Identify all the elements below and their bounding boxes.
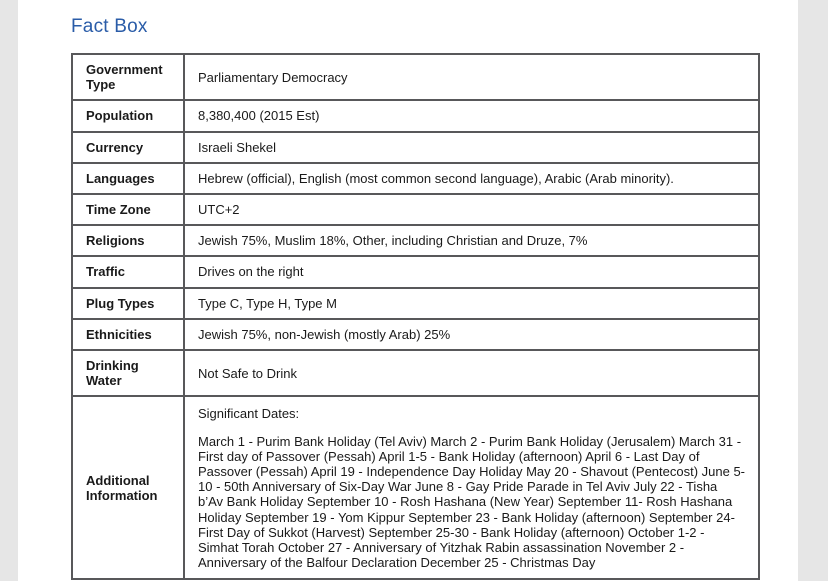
row-value: Jewish 75%, non-Jewish (mostly Arab) 25%	[184, 319, 759, 350]
row-value: Not Safe to Drink	[184, 350, 759, 396]
value-body: March 1 - Purim Bank Holiday (Tel Aviv) March 2 - Purim Bank Holiday (Jerusalem) March 31 - First day of Passover (Pessah) April 1-5 - Bank Holiday (afternoon) April 6 - Last Day of Passover (Pessah) April 19 - Independence Day Holiday May 20 - Shavout (Pentecost) June 5-10 - 50th Anniversary of Six-Day War June 8 - Gay Pride Parade in Tel Aviv July 22 - Tisha b’Av Bank Holiday September 10 - Rosh Hashana (New Year) September 11- Rosh Hashana Holiday September 19 - Yom Kippur September 23 - Bank Holiday (afternoon) September 24- First Day of Sukkot (Harvest) September 25-30 - Bank Holiday (afternoon) October 1-2 - Simhat Torah October 27 - Anniversary of Yitzhak Rabin assassination November 2 - Anniversary of the Balfour Declaration December 25 - Christmas Day	[198, 433, 746, 571]
row-label: Languages	[72, 163, 184, 194]
row-label: Ethnicities	[72, 319, 184, 350]
row-label: Plug Types	[72, 288, 184, 319]
fact-box-table	[71, 53, 760, 580]
fact-box-table-body	[72, 54, 759, 579]
table-row	[72, 54, 759, 100]
row-value	[184, 396, 759, 579]
row-value: Drives on the right	[184, 256, 759, 287]
row-label: Currency	[72, 132, 184, 163]
row-value: UTC+2	[184, 194, 759, 225]
table-row	[72, 100, 759, 131]
row-value: Parliamentary Democracy	[184, 54, 759, 100]
row-value: Israeli Shekel	[184, 132, 759, 163]
table-row	[72, 350, 759, 396]
row-label: Additional Information	[72, 396, 184, 579]
row-value: Jewish 75%, Muslim 18%, Other, including Christian and Druze, 7%	[184, 225, 759, 256]
row-label: Government Type	[72, 54, 184, 100]
table-row	[72, 225, 759, 256]
value-intro: Significant Dates:	[198, 406, 300, 422]
row-label: Traffic	[72, 256, 184, 287]
document-page	[18, 0, 798, 581]
page-title: Fact Box	[71, 16, 148, 37]
row-label: Drinking Water	[72, 350, 184, 396]
row-value: Type C, Type H, Type M	[184, 288, 759, 319]
table-row	[72, 194, 759, 225]
table-row	[72, 132, 759, 163]
row-label: Population	[72, 100, 184, 131]
table-row	[72, 288, 759, 319]
table-row	[72, 396, 759, 579]
row-label: Time Zone	[72, 194, 184, 225]
row-value: 8,380,400 (2015 Est)	[184, 100, 759, 131]
row-value: Hebrew (official), English (most common second language), Arabic (Arab minority).	[184, 163, 759, 194]
row-label: Religions	[72, 225, 184, 256]
table-row	[72, 163, 759, 194]
table-row	[72, 319, 759, 350]
table-row	[72, 256, 759, 287]
